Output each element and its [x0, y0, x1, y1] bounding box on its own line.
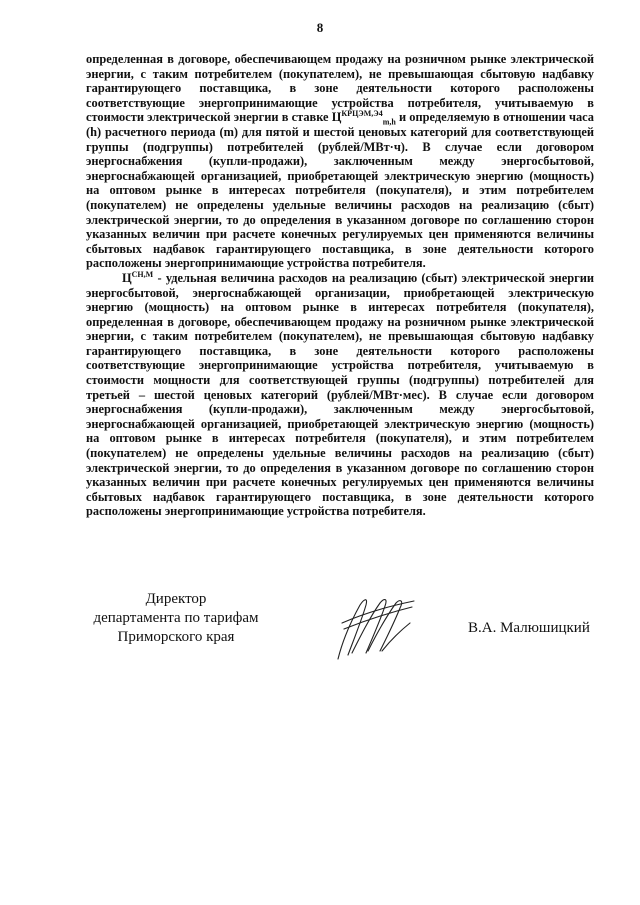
signatory-title: [86, 590, 266, 647]
page-number: 8: [316, 20, 324, 35]
paragraph-2-text: - удельная величина расходов на реализацию (сбыт) электрической энергии энергосбытовой, энергоснабжающей организации, приобретающей электрическую энергию (мощность) на оптовом рынке в интересах потребителя (покупателя), определенная в договоре, обеспечивающем продажу на розничном рынке электрической энергии, с таким потребителем (покупателем), не превышающая сбытовую надбавку гарантирующего поставщика, в зоне деятельности которого расположены соответствующие энергопринимающие устройства потребителя, учитываемую в стоимости мощности для соответствующей группы (подгруппы) потребителей для третьей – шестой ценовых категорий (рублей/МВт·мес). В случае если договором энергоснабжения (купли-продажи), заключенным между энергосбытовой, энергоснабжающей организацией, приобретающей электрическую энергию (мощность) на оптовом рынке в интересах потребителя (покупателя), и этим потребителем (покупателем) не определены удельные величины расходов на реализацию (сбыт) электрической энергии, то до определения в указанном договоре по соглашению сторон указанных величин при расчете конечных регулируемых цен применяются величины сбытовых надбавок гарантирующего поставщика, в зоне деятельности которого расположены энергопринимающие устройства потребителя.: [86, 270, 594, 519]
signatory-title-line-3: Приморского края: [117, 629, 235, 645]
handwritten-signature: [330, 593, 420, 663]
document-body: [86, 52, 594, 519]
signatory-name: В.А. Малюшицкий: [468, 620, 590, 636]
formula-symbol-main: Ц: [122, 270, 132, 285]
paragraph-1: [86, 52, 594, 271]
paragraph-1-text-a: определенная в договоре, обеспечивающем продажу на розничном рынке электрической энергии, с таким потребителем (покупателем), не превышающая сбытовую надбавку гарантирующего поставщика, в зоне деятельности которого расположены соответствующие энергопринимающие устройства потребителя, учитываемую в стоимости электрической энергии в ставке: [86, 52, 594, 125]
formula-subscript: m,h: [382, 117, 396, 127]
signatory-title-line-1: Директор: [145, 591, 207, 607]
paragraph-1-text-b: и определяемую в отношении часа (h) расчетного периода (m) для пятой и шестой ценовых категорий для соответствующей группы (подгруппы) потребителей (рублей/МВт·ч). В случае если договором энергоснабжения (купли-продажи), заключенным между энергосбытовой, энергоснабжающей организацией, приобретающей электрическую энергию (мощность) на оптовом рынке в интересах потребителя (покупателя), и этим потребителем (покупателем) не определены удельные величины расходов на реализацию (сбыт) электрической энергии, то до определения в указанном договоре по соглашению сторон указанных величин при расчете конечных регулируемых цен применяются величины сбытовых надбавок гарантирующего поставщика, в зоне деятельности которого расположены энергопринимающие устройства потребителя.: [86, 110, 594, 271]
formula-symbol-krcem: [331, 109, 396, 127]
signatory-title-line-2: департамента по тарифам: [93, 610, 259, 626]
formula-symbol-snm: [122, 271, 153, 285]
formula-superscript: СН,М: [131, 269, 154, 279]
paragraph-2: [86, 271, 594, 519]
formula-symbol-main: Ц: [331, 110, 342, 125]
formula-superscript: КРЦЭМ,Э4: [341, 109, 383, 119]
